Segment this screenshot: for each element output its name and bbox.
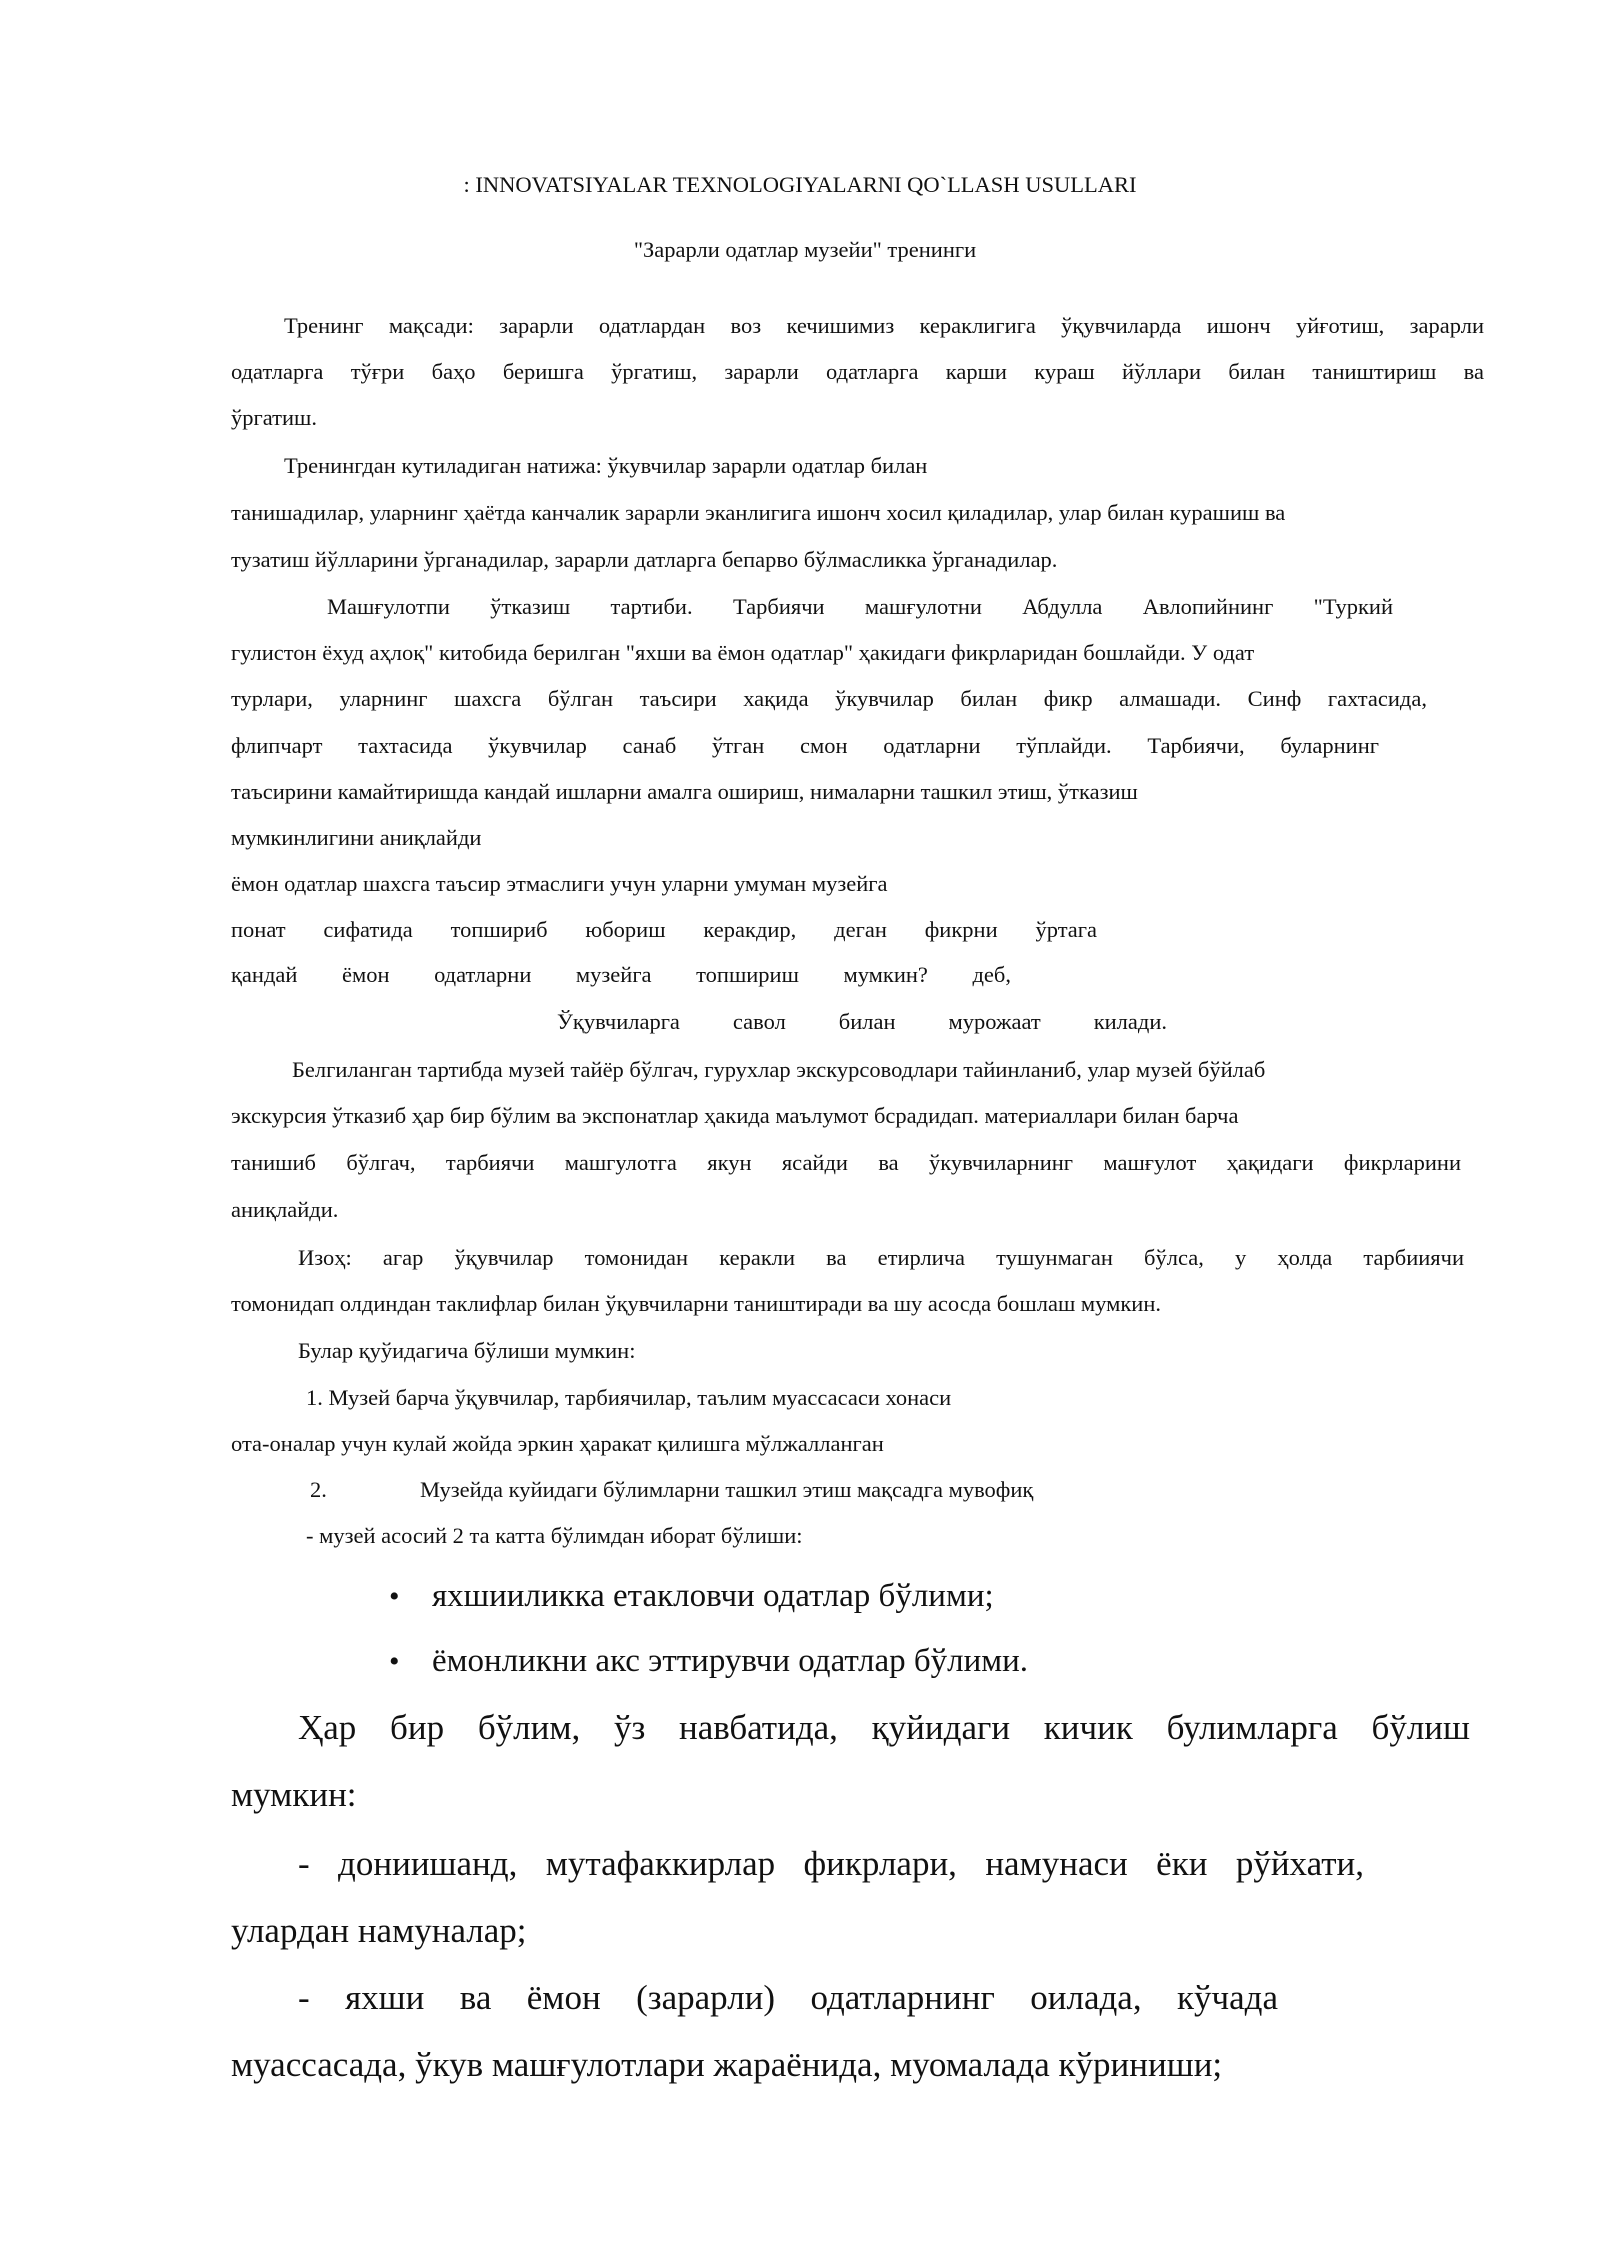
- paragraph-line: Ўқувчиларга савол билан мурожаат килади.: [557, 1009, 1167, 1034]
- paragraph-line: турлари, уларнинг шахсга бўлган таъсири хақида ўкувчилар билан фикр алмашади. Синф гахтасида,: [231, 686, 1427, 711]
- document-subheading: "Зарарли одатлар музейи" тренинги: [633, 237, 977, 262]
- paragraph-line: Белгиланган тартибда музей тайёр бўлгач, гурухлар экскурсоводлари тайинланиб, улар музей бўйлаб: [292, 1057, 1266, 1082]
- large-paragraph-line: улардан намуналар;: [231, 1911, 527, 1950]
- paragraph-line: тузатиш йўлларини ўрганадилар, зарарли датларга бепарво бўлмасликка ўрганадилар.: [231, 547, 1058, 572]
- paragraph-line: мумкинлигини аниқлайди: [231, 825, 482, 850]
- paragraph-line: Тренингдан кутиладиган натижа: ўкувчилар зарарли одатлар билан: [284, 453, 928, 478]
- paragraph-line: ота-оналар учун кулай жойда эркин ҳаракат қилишга мўлжалланган: [231, 1431, 884, 1456]
- paragraph-line: аниқлайди.: [231, 1197, 339, 1222]
- paragraph-line: флипчарт тахтасида ўкувчилар санаб ўтган смон одатларни тўплайди. Тарбиячи, буларнинг: [231, 733, 1379, 758]
- bullet-icon: •: [389, 1580, 400, 1613]
- paragraph-line: Булар қуўидагича бўлиши мумкин:: [298, 1338, 636, 1363]
- large-paragraph-line: мумкин:: [231, 1775, 357, 1814]
- paragraph-line: қандай ёмон одатларни музейга топшириш мумкин? деб,: [231, 962, 1011, 987]
- list-number: 2.: [310, 1477, 327, 1502]
- bullet-item: ёмонликни акс эттирувчи одатлар бўлими.: [432, 1643, 1029, 1679]
- paragraph-line: Тренинг мақсади: зарарли одатлардан воз кечишимиз кераклигига ўқувчиларда ишонч уйғотиш, зарарли: [284, 313, 1484, 338]
- paragraph-line: томонидап олдиндан таклифлар билан ўқувчиларни таништиради ва шу асосда бошлаш мумкин.: [231, 1291, 1161, 1316]
- numbered-item-2: Музейда куйидаги бўлимларни ташкил этиш мақсадга мувофиқ: [420, 1477, 1034, 1502]
- paragraph-line: одатларга тўғри баҳо беришга ўргатиш, зарарли одатларга карши кураш йўллари билан таништириш ва: [231, 359, 1484, 384]
- large-paragraph-line: Ҳар бир бўлим, ўз навбатида, қуйидаги кичик булимларга бўлиш: [298, 1708, 1470, 1747]
- bullet-icon: •: [389, 1645, 400, 1678]
- paragraph-line: Машғулотпи ўтказиш тартиби. Тарбиячи машғулотни Абдулла Авлопийнинг "Туркий: [327, 594, 1393, 619]
- paragraph-line: понат сифатида топшириб юбориш керакдир, деган фикрни ўртага: [231, 917, 1097, 942]
- paragraph-line: Изоҳ: агар ўқувчилар томонидан керакли ва етирлича тушунмаган бўлса, у ҳолда тарбиияч​и: [298, 1245, 1464, 1270]
- paragraph-line: танишадилар, уларнинг ҳаётда канчалик зарарли эканлигига ишонч хосил қиладилар, улар билан курашиш ва: [231, 500, 1286, 525]
- paragraph-line: танишиб бўлгач, тарбиячи машгулотга якун ясайди ва ўкувчиларнинг машғулот ҳақидаги фикрларини: [231, 1150, 1461, 1175]
- paragraph-line: экскурсия ўтказиб ҳар бир бўлим ва экспонатлар ҳакида маълумот бсрадидап. материаллари билан барча: [231, 1103, 1239, 1128]
- paragraph-line: ёмон одатлар шахсга таъсир этмаслиги учун уларни умуман музейга: [231, 871, 888, 896]
- paragraph-line: гулистон ёхуд аҳлоқ" китобида берилган "яхши ва ёмон одатлар" ҳакидаги фикрларидан бошлайди. У одат: [231, 640, 1255, 665]
- paragraph-line: таъсирини камайтиришда кандай ишларни амалга ошириш, нималарни ташкил этиш, ўтказиш: [231, 779, 1138, 804]
- document-heading: : INNOVATSIYALAR TEXNOLOGIYALARNI QO`LLASH USULLARI: [463, 172, 1137, 197]
- paragraph-line: ўргатиш.: [231, 405, 317, 430]
- paragraph-line: - музей асосий 2 та катта бўлимдан иборат бўлиши:: [306, 1523, 803, 1548]
- bullet-item: яхшииликка етакловчи одатлар бўлими;: [432, 1578, 994, 1614]
- large-paragraph-line: муассасада, ўкув машғулотлари жараёнида, муомалада кўриниши;: [231, 2045, 1223, 2084]
- large-paragraph-line: - дониишанд, мутафаккирлар фикрлари, намунаси ёки рўйхати,: [298, 1844, 1364, 1883]
- large-paragraph-line: - яхши ва ёмон (зарарли) одатларнинг оилада, кўчада: [298, 1978, 1278, 2017]
- numbered-item-1: 1. Музей барча ўқувчилар, тарбиячилар, таълим муассасаси хонаси: [306, 1385, 952, 1410]
